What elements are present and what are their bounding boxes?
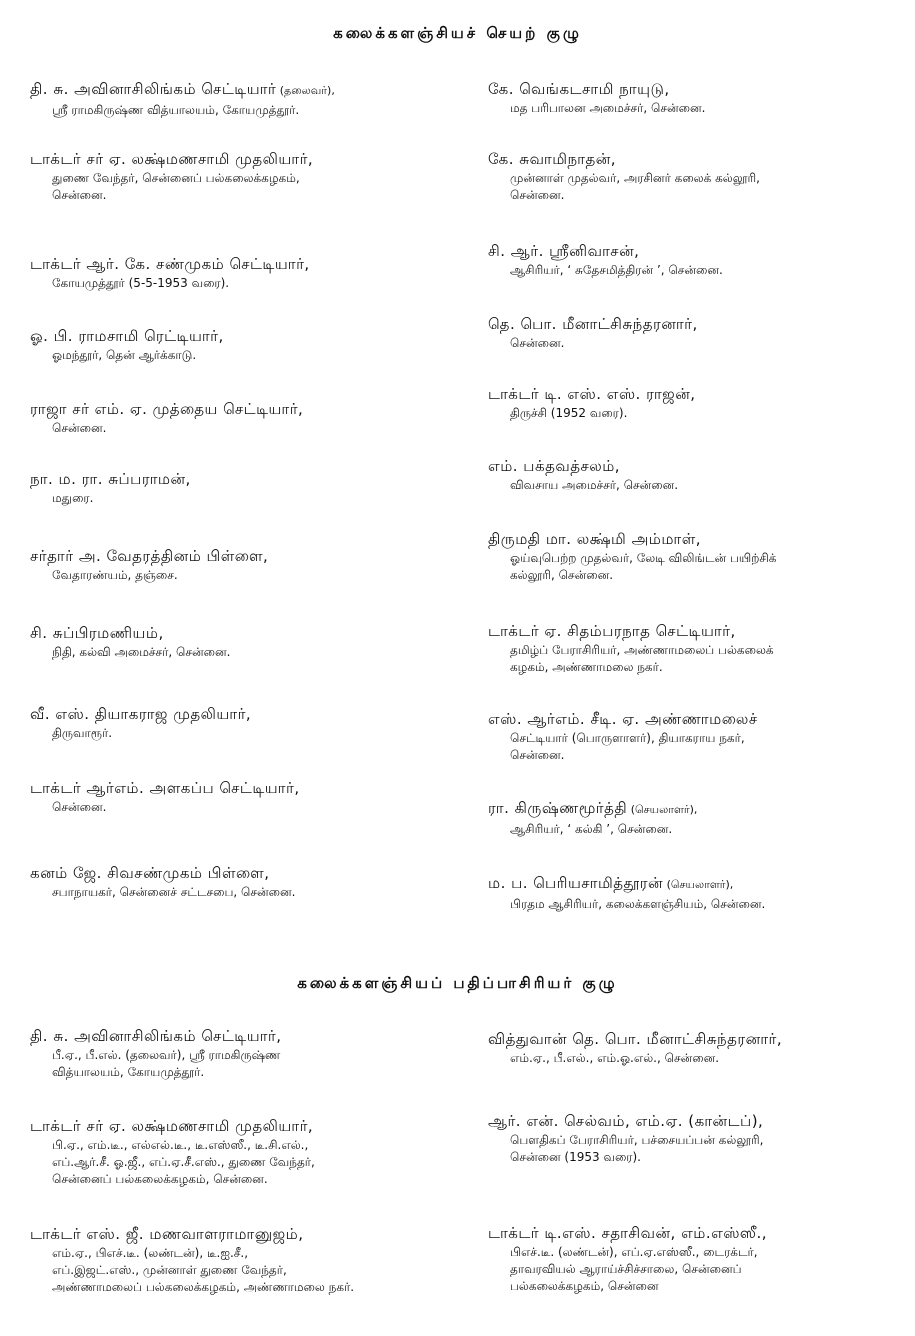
member-name <box>488 797 908 821</box>
member-name-text: எம். பக்தவத்சலம், <box>488 457 621 475</box>
member-name <box>30 1223 450 1245</box>
member-name <box>488 528 908 550</box>
member-name <box>30 545 450 567</box>
member-entry <box>488 1110 908 1166</box>
member-name <box>488 1110 908 1132</box>
member-name-text: சர்தார் அ. வேதரத்தினம் பிள்ளை, <box>30 547 269 565</box>
member-name-text: ராஜா சர் எம். ஏ. முத்தைய செட்டியார், <box>30 400 304 418</box>
member-description: பி.ஏ., எம்.டீ., எல்எல்.டீ., டீ.எஸ்ஸீ., டீ.சி.எல்., <box>52 1138 309 1152</box>
member-description: மதுரை. <box>52 491 94 505</box>
member-description: கழகம், அண்ணாமலை நகர். <box>510 660 663 674</box>
member-entry <box>30 1223 450 1296</box>
member-entry <box>488 148 908 204</box>
member-entry <box>30 545 450 584</box>
member-entry <box>30 468 450 507</box>
member-description: சபாநாயகர், சென்னைச் சட்டசபை, சென்னை. <box>52 885 296 899</box>
member-description: திருவாரூர். <box>52 726 113 740</box>
member-name-text: வித்துவான் தெ. பொ. மீனாட்சிசுந்தரனார், <box>488 1030 783 1048</box>
member-role: (தலைவர்), <box>276 84 335 97</box>
member-description: எம்.ஏ., பீ.எல்., எம்.ஓ.எல்., சென்னை. <box>510 1051 720 1065</box>
member-description: கோயமுத்தூர் (5-5-1953 வரை). <box>52 276 230 290</box>
member-description: வித்யாலயம், கோயமுத்தூர். <box>52 1065 205 1079</box>
member-entry <box>488 313 908 352</box>
member-name-text: ஆர். என். செல்வம், எம்.ஏ. (கான்டப்), <box>488 1112 764 1130</box>
member-name <box>488 1028 908 1050</box>
member-name <box>488 148 908 170</box>
member-name-text: தி. சு. அவினாசிலிங்கம் செட்டியார், <box>30 1027 282 1045</box>
member-description: கல்லூரி, சென்னை. <box>510 568 614 582</box>
member-description: சென்னை. <box>52 800 107 814</box>
member-description: ஸ்ரீ ராமகிருஷ்ண வித்யாலயம், கோயமுத்தூர். <box>52 103 300 117</box>
member-name-text: டாக்டர் ஆர்எம். அளகப்ப செட்டியார், <box>30 779 300 797</box>
member-name-text: தெ. பொ. மீனாட்சிசுந்தரனார், <box>488 315 698 333</box>
member-name <box>488 1222 908 1244</box>
member-name-text: எஸ். ஆர்எம். சீடி. ஏ. அண்ணாமலைச் <box>488 710 758 728</box>
member-entry <box>30 253 450 292</box>
member-description: அண்ணாமலைப் பல்கலைக்கழகம், அண்ணாமலை நகர். <box>52 1280 355 1294</box>
member-name <box>488 240 908 262</box>
member-name-text: நா. ம. ரா. சுப்பராமன், <box>30 470 191 488</box>
member-entry <box>488 240 908 279</box>
member-description: ஓமந்தூர், தென் ஆர்க்காடு. <box>52 348 197 362</box>
member-description: சென்னை. <box>510 188 565 202</box>
member-name-text: கனம் ஜே. சிவசண்முகம் பிள்ளை, <box>30 864 270 882</box>
member-name-text: ம. ப. பெரியசாமித்தூரன் <box>488 874 664 892</box>
member-name <box>488 872 908 896</box>
member-description: விவசாய அமைச்சர், சென்னை. <box>510 478 679 492</box>
member-entry <box>30 1025 450 1081</box>
member-name <box>30 148 450 170</box>
member-entry <box>30 398 450 437</box>
member-name-text: கே. சுவாமிநாதன், <box>488 150 617 168</box>
member-entry <box>30 862 450 901</box>
member-name <box>30 862 450 884</box>
member-description: சென்னை. <box>52 421 107 435</box>
member-description: ஓய்வுபெற்ற முதல்வர், லேடி விலிங்டன் பயிற்சிக் <box>510 551 777 565</box>
member-description: தமிழ்ப் பேராசிரியர், அண்ணாமலைப் பல்கலைக் <box>510 643 774 657</box>
member-description: பல்கலைக்கழகம், சென்னை <box>510 1279 659 1293</box>
member-name <box>30 703 450 725</box>
member-description: ஆசிரியர், ‘ சுதேசமித்திரன் ’, சென்னை. <box>510 263 723 277</box>
member-name-text: கே. வெங்கடசாமி நாயுடு, <box>488 80 670 98</box>
member-description: எம்.ஏ., பிஎச்.டீ. (லண்டன்), டீ.ஐ.சீ., <box>52 1246 249 1260</box>
member-description: தாவரவியல் ஆராய்ச்சிச்சாலை, சென்னைப் <box>510 1262 742 1276</box>
member-entry <box>30 703 450 742</box>
editorial-heading: கலைக்களஞ்சியப் பதிப்பாசிரியர் குழு <box>297 974 618 992</box>
member-name <box>30 1115 450 1137</box>
member-description: பீ.ஏ., பீ.எல். (தலைவர்), ஸ்ரீ ராமகிருஷ்ண <box>52 1048 281 1062</box>
member-entry <box>30 622 450 661</box>
member-entry <box>488 708 908 764</box>
member-description: நிதி, கல்வி அமைச்சர், சென்னை. <box>52 645 231 659</box>
member-name <box>30 622 450 644</box>
member-name-text: சி. ஆர். ஸ்ரீனிவாசன், <box>488 242 640 260</box>
member-name-text: சி. சுப்பிரமணியம், <box>30 624 164 642</box>
member-entry <box>488 528 908 584</box>
member-role: (செயலாளர்), <box>627 803 698 816</box>
member-entry <box>30 148 450 204</box>
member-entry <box>488 872 908 913</box>
member-description: பிஎச்.டீ. (லண்டன்), எப்.ஏ.எஸ்ஸீ., டைரக்டர், <box>510 1245 758 1259</box>
member-name <box>488 455 908 477</box>
member-name-text: டாக்டர் சர் ஏ. லக்ஷ்மணசாமி முதலியார், <box>30 150 314 168</box>
member-name <box>488 383 908 405</box>
member-description: ஆசிரியர், ‘ கல்கி ’, சென்னை. <box>510 822 673 836</box>
member-entry <box>488 797 908 838</box>
member-name-text: வீ. எஸ். தியாகராஜ முதலியார், <box>30 705 252 723</box>
member-name <box>30 78 450 102</box>
member-name-text: திருமதி மா. லக்ஷ்மி அம்மாள், <box>488 530 702 548</box>
member-name <box>30 1025 450 1047</box>
member-description: செட்டியார் (பொருளாளர்), தியாகராய நகர், <box>510 731 745 745</box>
member-name-text: ஓ. பி. ராமசாமி ரெட்டியார், <box>30 327 224 345</box>
member-description: சென்னை. <box>510 748 565 762</box>
member-name <box>488 708 908 730</box>
member-description: பௌதிகப் பேராசிரியர், பச்சையப்பன் கல்லூரி, <box>510 1133 764 1147</box>
member-description: சென்னை. <box>510 336 565 350</box>
member-name-text: தி. சு. அவினாசிலிங்கம் செட்டியார் <box>30 80 277 98</box>
member-name <box>488 620 908 642</box>
member-entry <box>488 1028 908 1067</box>
member-entry <box>30 777 450 816</box>
member-description: பிரதம ஆசிரியர், கலைக்களஞ்சியம், சென்னை. <box>510 897 766 911</box>
member-entry <box>30 325 450 364</box>
member-entry <box>488 78 908 117</box>
member-name <box>488 313 908 335</box>
member-description: சென்னை. <box>52 188 107 202</box>
member-name <box>30 468 450 490</box>
member-name-text: டாக்டர் டி. எஸ். எஸ். ராஜன், <box>488 385 696 403</box>
member-description: எப்.ஆர்.சீ. ஓ.ஜீ., எப்.ஏ.சீ.எஸ்., துணை வேந்தர், <box>52 1155 315 1169</box>
member-name <box>488 78 908 100</box>
member-name-text: டாக்டர் எஸ். ஜீ. மணவாளராமானுஜம், <box>30 1225 304 1243</box>
member-role: (செயலாளர்), <box>663 878 734 891</box>
member-name <box>30 253 450 275</box>
member-name <box>30 777 450 799</box>
member-description: வேதாரண்யம், தஞ்சை. <box>52 568 178 582</box>
member-description: மத பரிபாலன அமைச்சர், சென்னை. <box>510 101 706 115</box>
member-entry <box>488 383 908 422</box>
member-name-text: டாக்டர் ஆர். கே. சண்முகம் செட்டியார், <box>30 255 310 273</box>
member-description: திருச்சி (1952 வரை). <box>510 406 628 420</box>
member-description: எப்.இஜட்.எஸ்., முன்னாள் துணை வேந்தர், <box>52 1263 287 1277</box>
member-name-text: ரா. கிருஷ்ணமூர்த்தி <box>488 799 628 817</box>
member-name-text: டாக்டர் ஏ. சிதம்பரநாத செட்டியார், <box>488 622 736 640</box>
member-name-text: டாக்டர் டி.எஸ். சதாசிவன், எம்.எஸ்ஸீ., <box>488 1224 768 1242</box>
member-description: முன்னாள் முதல்வர், அரசினர் கலைக் கல்லூரி, <box>510 171 760 185</box>
member-description: துணை வேந்தர், சென்னைப் பல்கலைக்கழகம், <box>52 171 300 185</box>
member-name-text: டாக்டர் சர் ஏ. லக்ஷ்மணசாமி முதலியார், <box>30 1117 314 1135</box>
member-entry <box>30 1115 450 1188</box>
member-entry <box>488 455 908 494</box>
member-entry <box>30 78 450 119</box>
member-entry <box>488 620 908 676</box>
member-description: சென்னை (1953 வரை). <box>510 1150 641 1164</box>
member-name <box>30 325 450 347</box>
member-description: சென்னைப் பல்கலைக்கழகம், சென்னை. <box>52 1172 268 1186</box>
committee-heading: கலைக்களஞ்சியச் செயற் குழு <box>333 24 582 42</box>
member-entry <box>488 1222 908 1295</box>
member-name <box>30 398 450 420</box>
